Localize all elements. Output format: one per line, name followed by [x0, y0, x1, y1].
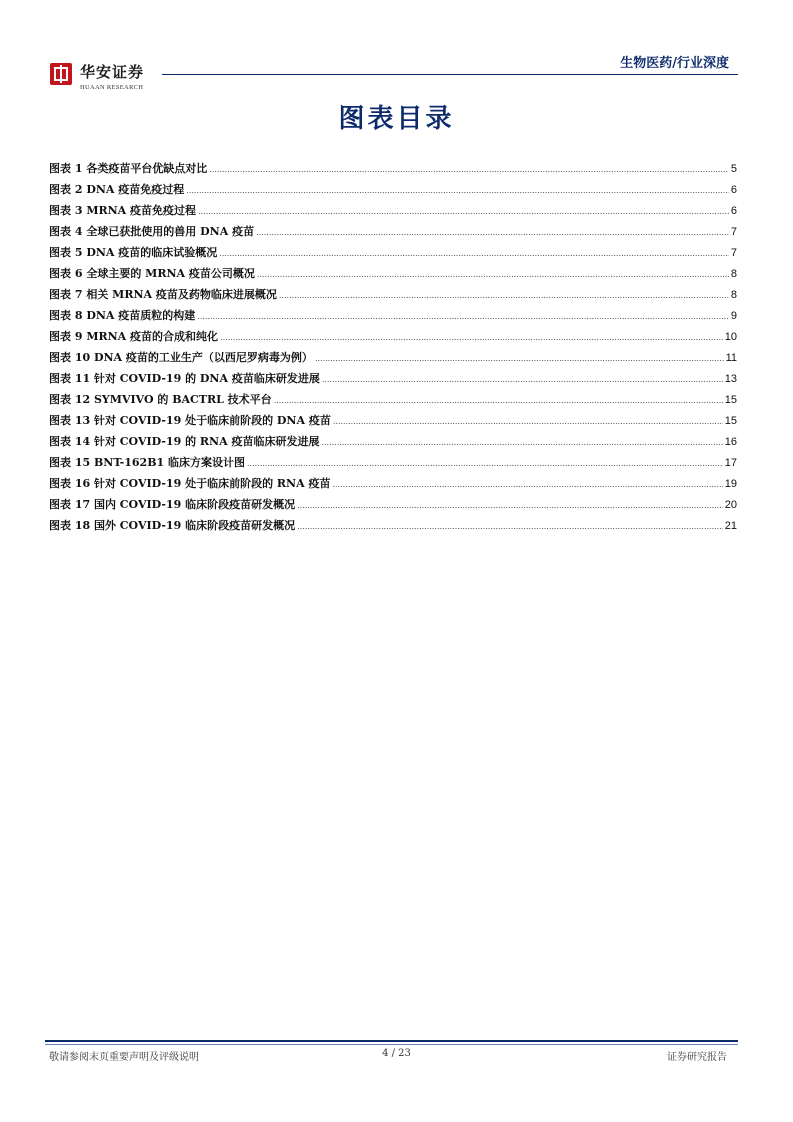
toc-entry-title: 图表 2 DNA 疫苗免疫过程 — [49, 183, 185, 196]
toc-entry-page: 7 — [730, 226, 737, 238]
toc-entry-page: 17 — [724, 457, 737, 469]
toc-entry-title: 图表 3 MRNA 疫苗免疫过程 — [49, 204, 197, 217]
toc-entry[interactable] — [49, 242, 737, 263]
toc-leader-dots — [219, 243, 729, 264]
toc-entry-page: 16 — [724, 436, 737, 448]
logo-english-name: HUAAN RESEARCH — [80, 84, 144, 91]
logo-chinese-name: 华安证券 — [80, 63, 145, 81]
toc-entry-title: 图表 9 MRNA 疫苗的合成和纯化 — [49, 330, 219, 343]
toc-entry-title: 图表 13 针对 COVID-19 处于临床前阶段的 DNA 疫苗 — [49, 414, 331, 427]
toc-entry-title: 图表 11 针对 COVID-19 的 DNA 疫苗临床研发进展 — [49, 372, 320, 385]
toc-entry-title: 图表 5 DNA 疫苗的临床试验概况 — [49, 246, 218, 259]
footer-divider — [45, 1040, 738, 1042]
seal-icon — [50, 63, 72, 85]
toc-leader-dots — [322, 369, 723, 390]
toc-entry[interactable] — [49, 368, 737, 389]
toc-entry-page: 7 — [730, 247, 737, 259]
figure-toc-list — [49, 158, 737, 536]
toc-entry-title: 图表 1 各类疫苗平台优缺点对比 — [49, 162, 208, 175]
toc-entry-page: 6 — [730, 184, 737, 196]
toc-entry[interactable] — [49, 515, 737, 536]
toc-entry-title: 图表 16 针对 COVID-19 处于临床前阶段的 RNA 疫苗 — [49, 477, 331, 490]
toc-leader-dots — [186, 180, 729, 201]
toc-entry-page: 15 — [724, 394, 737, 406]
toc-entry-title: 图表 8 DNA 疫苗质粒的构建 — [49, 309, 196, 322]
footer-disclaimer: 敬请参阅末页重要声明及评级说明 — [49, 1052, 199, 1063]
footer-page-number: 4 / 23 — [382, 1048, 411, 1059]
toc-entry[interactable] — [49, 473, 737, 494]
toc-entry[interactable] — [49, 263, 737, 284]
toc-leader-dots — [333, 411, 723, 432]
toc-entry-page: 19 — [724, 478, 737, 490]
toc-leader-dots — [321, 432, 722, 453]
toc-entry-page: 20 — [724, 499, 737, 511]
toc-entry[interactable] — [49, 347, 737, 368]
toc-entry-page: 8 — [730, 289, 737, 301]
toc-leader-dots — [256, 222, 729, 243]
toc-leader-dots — [247, 453, 723, 474]
toc-entry[interactable] — [49, 284, 737, 305]
toc-leader-dots — [220, 327, 723, 348]
toc-entry-title: 图表 15 BNT-162B1 临床方案设计图 — [49, 456, 245, 469]
toc-leader-dots — [198, 201, 729, 222]
toc-leader-dots — [209, 159, 729, 180]
toc-entry-page: 11 — [725, 352, 737, 364]
toc-entry-page: 13 — [724, 373, 737, 385]
report-category: 生物医药/行业深度 — [620, 56, 729, 71]
toc-entry[interactable] — [49, 452, 737, 473]
toc-entry[interactable] — [49, 431, 737, 452]
toc-entry[interactable] — [49, 200, 737, 221]
toc-entry-title: 图表 14 针对 COVID-19 的 RNA 疫苗临床研发进展 — [49, 435, 320, 448]
toc-entry-page: 15 — [724, 415, 737, 427]
toc-leader-dots — [257, 264, 729, 285]
toc-entry[interactable] — [49, 221, 737, 242]
toc-entry-page: 5 — [730, 163, 737, 175]
toc-entry-page: 21 — [724, 520, 737, 532]
toc-entry[interactable] — [49, 389, 737, 410]
toc-leader-dots — [197, 306, 729, 327]
toc-leader-dots — [297, 516, 723, 537]
page-title: 图表目录 — [338, 104, 455, 134]
toc-entry-page: 9 — [730, 310, 737, 322]
toc-entry-title: 图表 18 国外 COVID-19 临床阶段疫苗研发概况 — [49, 519, 296, 532]
toc-entry-title: 图表 6 全球主要的 MRNA 疫苗公司概况 — [49, 267, 255, 280]
toc-leader-dots — [315, 348, 724, 369]
toc-entry[interactable] — [49, 179, 737, 200]
toc-entry[interactable] — [49, 326, 737, 347]
toc-leader-dots — [279, 285, 729, 306]
toc-leader-dots — [332, 474, 722, 495]
toc-leader-dots — [274, 390, 723, 411]
toc-entry-title: 图表 17 国内 COVID-19 临床阶段疫苗研发概况 — [49, 498, 296, 511]
toc-leader-dots — [297, 495, 723, 516]
toc-entry-title: 图表 7 相关 MRNA 疫苗及药物临床进展概况 — [49, 288, 277, 301]
toc-entry-title: 图表 10 DNA 疫苗的工业生产（以西尼罗病毒为例） — [49, 351, 313, 364]
huaan-logo — [50, 63, 160, 97]
toc-entry-title: 图表 12 SYMVIVO 的 BACTRL 技术平台 — [49, 393, 272, 406]
toc-entry[interactable] — [49, 494, 737, 515]
toc-entry-page: 8 — [730, 268, 737, 280]
toc-entry[interactable] — [49, 305, 737, 326]
toc-entry-page: 6 — [730, 205, 737, 217]
toc-entry[interactable] — [49, 410, 737, 431]
toc-entry-title: 图表 4 全球已获批使用的兽用 DNA 疫苗 — [49, 225, 255, 238]
footer-divider-thin — [45, 1044, 738, 1045]
header-divider — [162, 74, 738, 75]
footer-report-type: 证券研究报告 — [667, 1052, 727, 1063]
toc-entry[interactable] — [49, 158, 737, 179]
toc-entry-page: 10 — [724, 331, 737, 343]
